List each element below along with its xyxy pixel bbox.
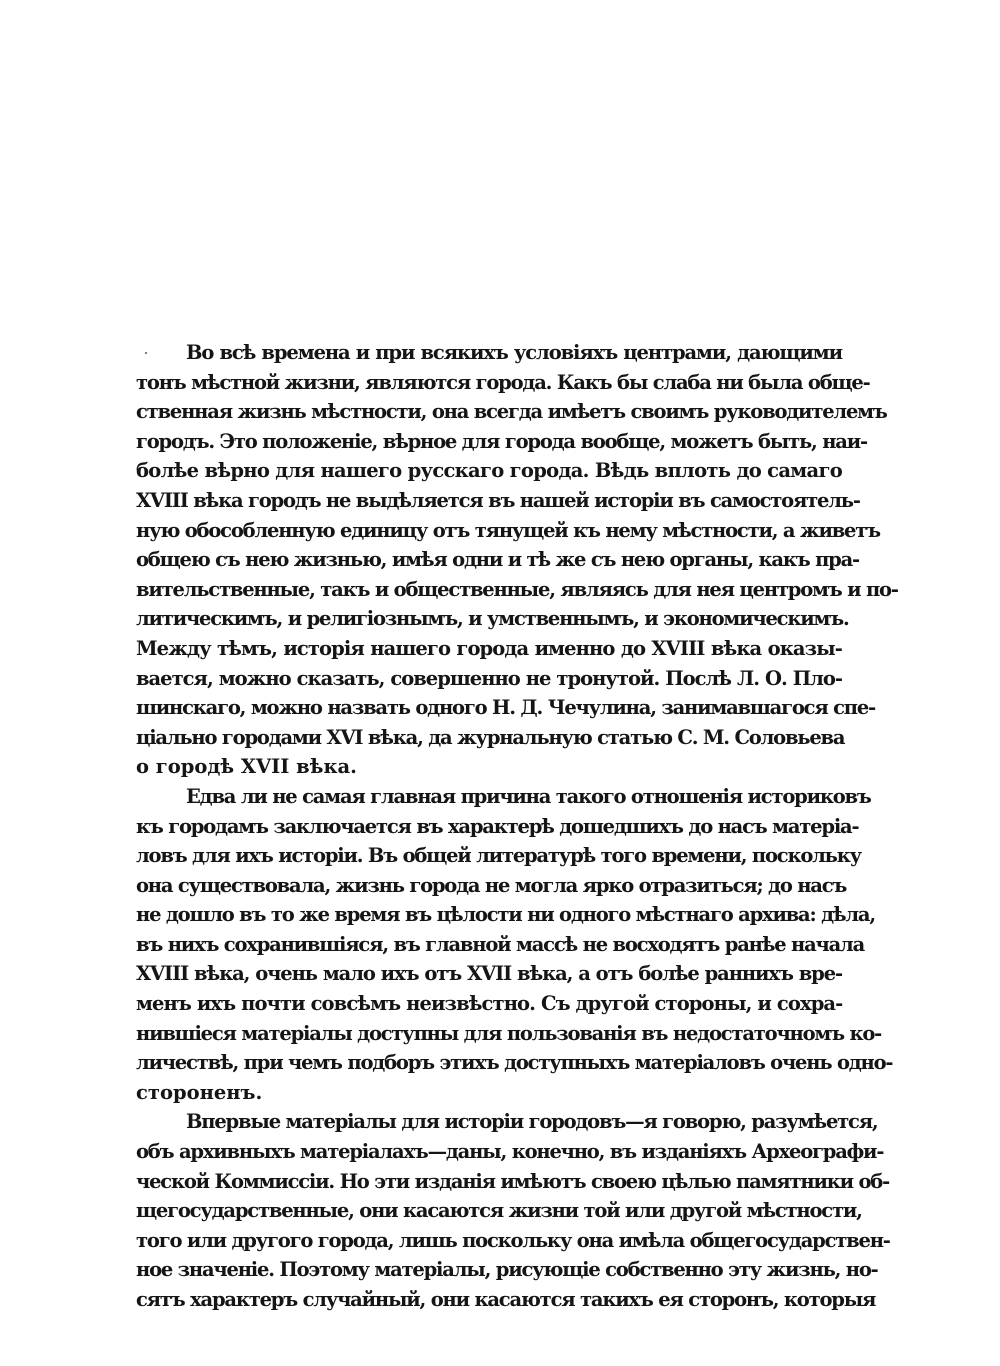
text-line: тонъ мѣстной жизни, являются города. Какъ бы слаба ни была обще-: [136, 370, 870, 394]
text-line: ловъ для ихъ исторіи. Въ общей литературѣ того времени, поскольку: [136, 844, 861, 868]
paragraph-2: [136, 782, 893, 1108]
text-line: вительственные, такъ и общественные, являясь для нея центромъ и по-: [136, 577, 898, 601]
text-line: стороненъ.: [136, 1080, 263, 1104]
body-text: [136, 338, 898, 1315]
text-line: того или другого города, лишь поскольку она имѣла общегосударствен-: [136, 1228, 890, 1252]
text-line: о городѣ XVII вѣка.: [136, 755, 357, 779]
text-line: ціально городами XVI вѣка, да журнальную статью С. М. Соловьева: [136, 725, 845, 749]
text-line: личествѣ, при чемъ подборъ этихъ доступныхъ матеріаловъ очень одно-: [136, 1051, 893, 1075]
text-line: въ нихъ сохранившіяся, въ главной массѣ не восходятъ ранѣе начала: [136, 932, 865, 956]
text-line: вается, можно сказать, совершенно не тронутой. Послѣ Л. О. Пло-: [136, 666, 842, 690]
text-line: нившіеся матеріалы доступны для пользованія въ недостаточномъ ко-: [136, 1021, 882, 1045]
text-line: Едва ли не самая главная причина такого отношенія историковъ: [186, 784, 871, 808]
text-line: ственная жизнь мѣстности, она всегда имѣетъ своимъ руководителемъ: [136, 400, 887, 424]
text-line: шинскаго, можно назвать одного Н. Д. Чечулина, занимавшагося спе-: [136, 696, 875, 720]
text-line: болѣе вѣрно для нашего русскаго города. Вѣдь вплоть до самаго: [136, 459, 842, 483]
paragraph-1: [136, 338, 898, 782]
text-line: Между тѣмъ, исторія нашего города именно до XVIII вѣка оказы-: [136, 636, 842, 660]
text-line: XVIII вѣка городъ не выдѣляется въ нашей исторіи въ самостоятель-: [136, 488, 860, 512]
text-line: Впервые матеріалы для исторіи городовъ—я говорю, разумѣется,: [186, 1110, 878, 1134]
text-line: щегосударственные, они касаются жизни той или другой мѣстности,: [136, 1199, 862, 1223]
text-line: городъ. Это положеніе, вѣрное для города вообще, можетъ быть, наи-: [136, 429, 867, 453]
text-line: XVIII вѣка, очень мало ихъ отъ XVII вѣка, а отъ болѣе раннихъ вре-: [136, 962, 842, 986]
text-line: ческой Коммиссіи. Но эти изданія имѣютъ своею цѣлью памятники об-: [136, 1169, 889, 1193]
text-line: не дошло въ то же время въ цѣлости ни одного мѣстнаго архива: дѣла,: [136, 903, 875, 927]
text-line: она существовала, жизнь города не могла ярко отразиться; до насъ: [136, 873, 847, 897]
text-line: ную обособленную единицу отъ тянущей къ нему мѣстности, а живетъ: [136, 518, 880, 542]
text-line: Во всѣ времена и при всякихъ условіяхъ центрами, дающими: [186, 341, 842, 364]
paragraph-3: [136, 1107, 890, 1314]
text-line: объ архивныхъ матеріалахъ—даны, конечно, въ изданіяхъ Археографи-: [136, 1140, 884, 1164]
text-line: менъ ихъ почти совсѣмъ неизвѣстно. Съ другой стороны, и сохра-: [136, 992, 843, 1016]
text-line: литическимъ, и религіознымъ, и умственнымъ, и экономическимъ.: [136, 607, 849, 631]
text-line: ное значеніе. Поэтому матеріалы, рисующіе собственно эту жизнь, но-: [136, 1258, 878, 1282]
text-line: сятъ характеръ случайный, они касаются такихъ ея сторонъ, которыя: [136, 1288, 876, 1311]
text-line: къ городамъ заключается въ характерѣ дошедшихъ до насъ матеріа-: [136, 814, 859, 838]
text-line: общею съ нею жизнью, имѣя одни и тѣ же съ нею органы, какъ пра-: [136, 548, 859, 572]
